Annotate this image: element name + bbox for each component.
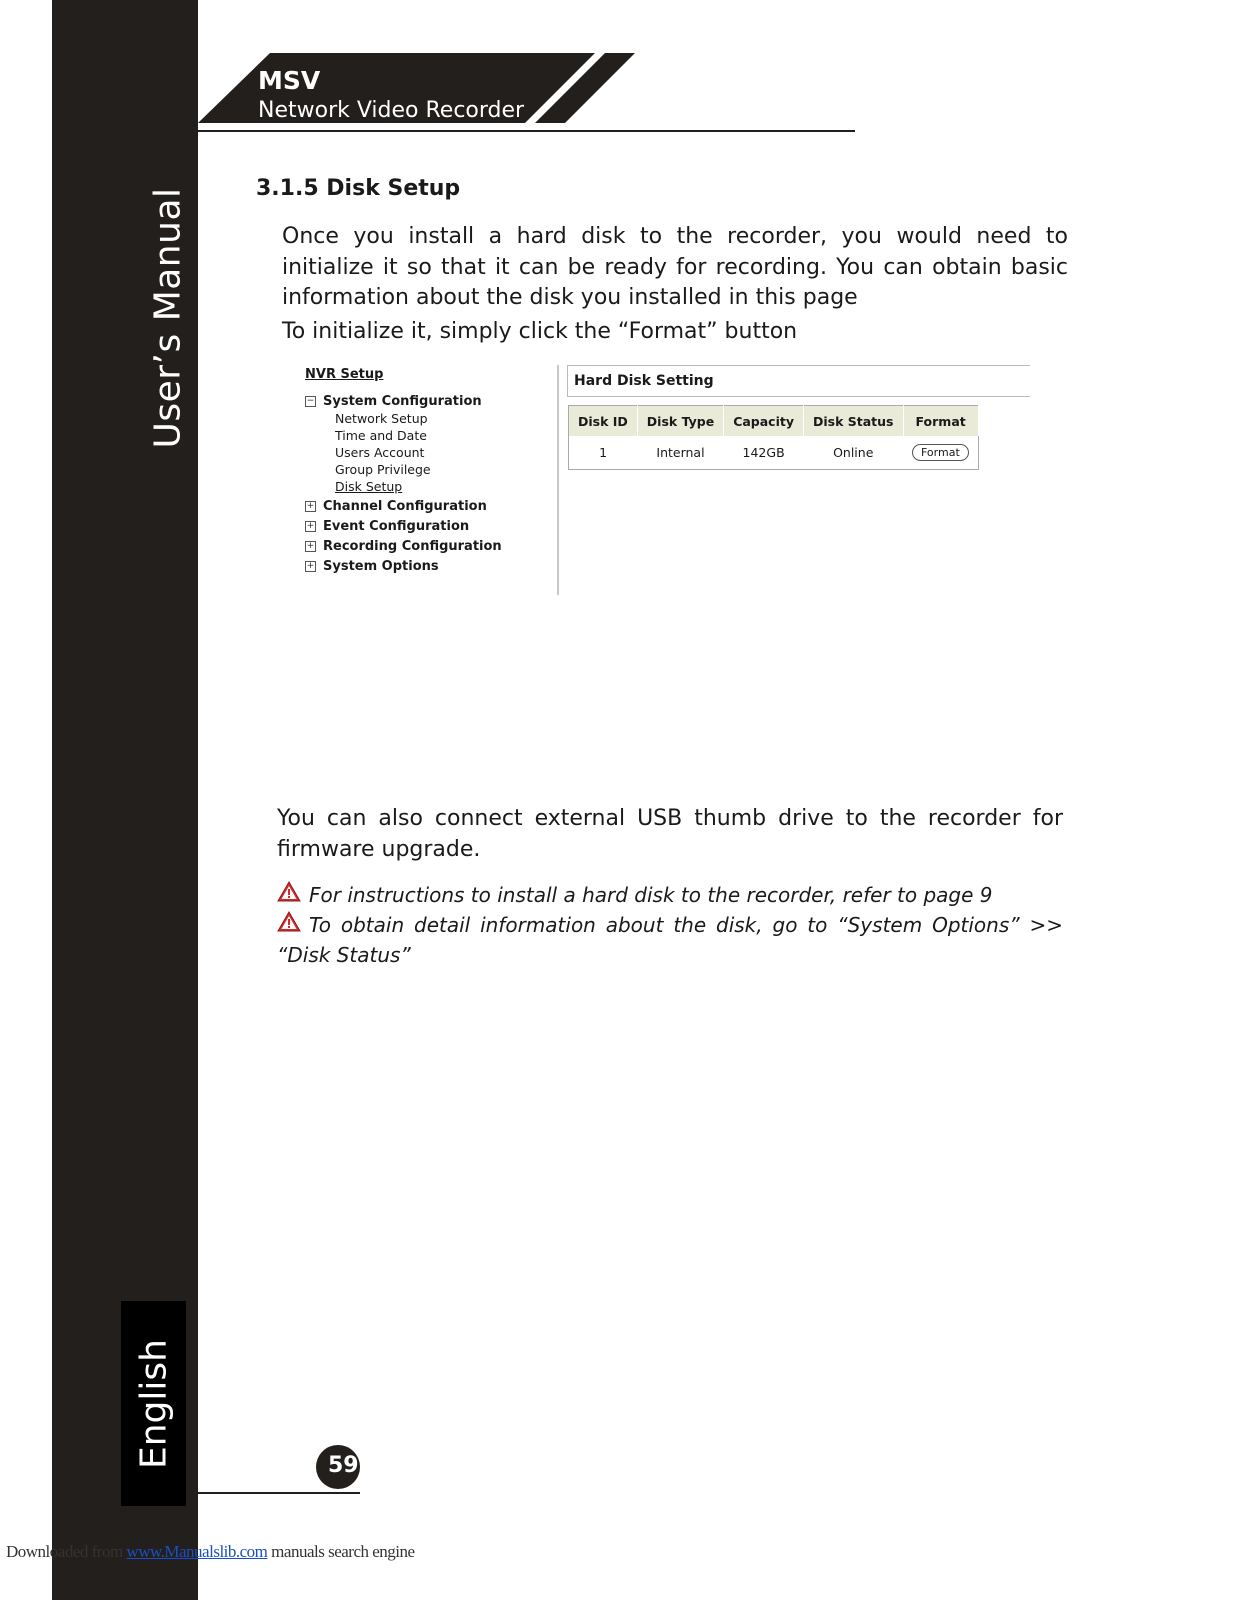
- warning-icon: [277, 910, 301, 934]
- nav-item-network-setup[interactable]: Network Setup: [335, 411, 428, 426]
- table-header-row: [569, 406, 979, 437]
- nav-group-label: System Configuration: [323, 393, 482, 409]
- nav-item-disk-setup[interactable]: Disk Setup: [335, 479, 403, 494]
- nvr-setup-nav: [305, 367, 502, 576]
- product-name: Network Video Recorder: [258, 98, 525, 123]
- section-heading: 3.1.5 Disk Setup: [256, 176, 461, 201]
- note-install: [277, 880, 1063, 910]
- nav-group-event-configuration[interactable]: [305, 516, 502, 536]
- cell-capacity: 142GB: [742, 445, 785, 460]
- expand-icon[interactable]: +: [306, 520, 315, 531]
- nav-group-channel-configuration[interactable]: [305, 496, 502, 516]
- note-text: To obtain detail information about the disk, go to “System Options” >> “Disk Status”: [277, 913, 1063, 967]
- expand-icon[interactable]: +: [306, 560, 315, 571]
- page-number: 59: [328, 1453, 359, 1478]
- nav-item-group-privilege[interactable]: Group Privilege: [335, 462, 431, 477]
- disk-setup-screenshot: [295, 355, 1035, 595]
- download-link[interactable]: www.Manualslib.com: [126, 1542, 268, 1561]
- nav-group-label: System Options: [323, 558, 439, 574]
- paragraph-format: To initialize it, simply click the “Format” button: [282, 319, 798, 344]
- format-button[interactable]: Format: [912, 444, 969, 461]
- nav-group-label: Recording Configuration: [323, 538, 502, 554]
- note-disk-status: [277, 910, 1063, 970]
- page-number-badge: [316, 1445, 360, 1489]
- expand-icon[interactable]: +: [306, 500, 315, 511]
- table-row: [569, 436, 979, 470]
- cell-format: [903, 436, 978, 470]
- brand-name: MSV: [258, 66, 321, 95]
- nav-divider: [557, 365, 559, 595]
- nav-group-label: Channel Configuration: [323, 498, 487, 514]
- col-disk-status: Disk Status: [804, 406, 904, 437]
- col-disk-type: Disk Type: [637, 406, 723, 437]
- nav-item-users-account[interactable]: Users Account: [335, 445, 425, 460]
- panel-title: Hard Disk Setting: [574, 373, 714, 389]
- collapse-icon[interactable]: −: [306, 395, 315, 406]
- nav-item-time-and-date[interactable]: Time and Date: [335, 428, 427, 443]
- nav-title[interactable]: NVR Setup: [305, 367, 384, 382]
- paragraph-usb: You can also connect external USB thumb drive to the recorder for firmware upgrade.: [277, 806, 1063, 862]
- warning-icon: [277, 880, 301, 904]
- nav-group-label: Event Configuration: [323, 518, 470, 534]
- notes: [277, 880, 1063, 970]
- header-banner: [0, 0, 900, 140]
- note-text: For instructions to install a hard disk to the recorder, refer to page 9: [309, 883, 993, 907]
- nav-group-system-configuration[interactable]: [305, 391, 502, 411]
- hard-disk-panel-header: [567, 365, 1030, 397]
- nav-group-recording-configuration[interactable]: [305, 536, 502, 556]
- paragraph-intro: Once you install a hard disk to the recorder, you would need to initialize it so that it can be ready for recording. You can obtain basic information about the disk you installed in this page: [282, 224, 1068, 310]
- expand-icon[interactable]: +: [306, 540, 315, 551]
- download-credit: [6, 1542, 415, 1562]
- col-format: Format: [903, 406, 978, 437]
- nav-group-system-options[interactable]: [305, 556, 502, 576]
- cell-disk-id: 1: [599, 445, 608, 460]
- download-suffix: manuals search engine: [267, 1542, 415, 1561]
- footer-rule: [198, 1492, 360, 1494]
- download-prefix: Downloaded from: [6, 1542, 127, 1561]
- cell-disk-status: Online: [833, 445, 874, 460]
- manual-title: User’s Manual: [147, 187, 189, 449]
- disk-table: [568, 405, 979, 470]
- col-disk-id: Disk ID: [569, 406, 638, 437]
- cell-disk-type: Internal: [656, 445, 705, 460]
- col-capacity: Capacity: [724, 406, 804, 437]
- language-label: English: [133, 1339, 175, 1469]
